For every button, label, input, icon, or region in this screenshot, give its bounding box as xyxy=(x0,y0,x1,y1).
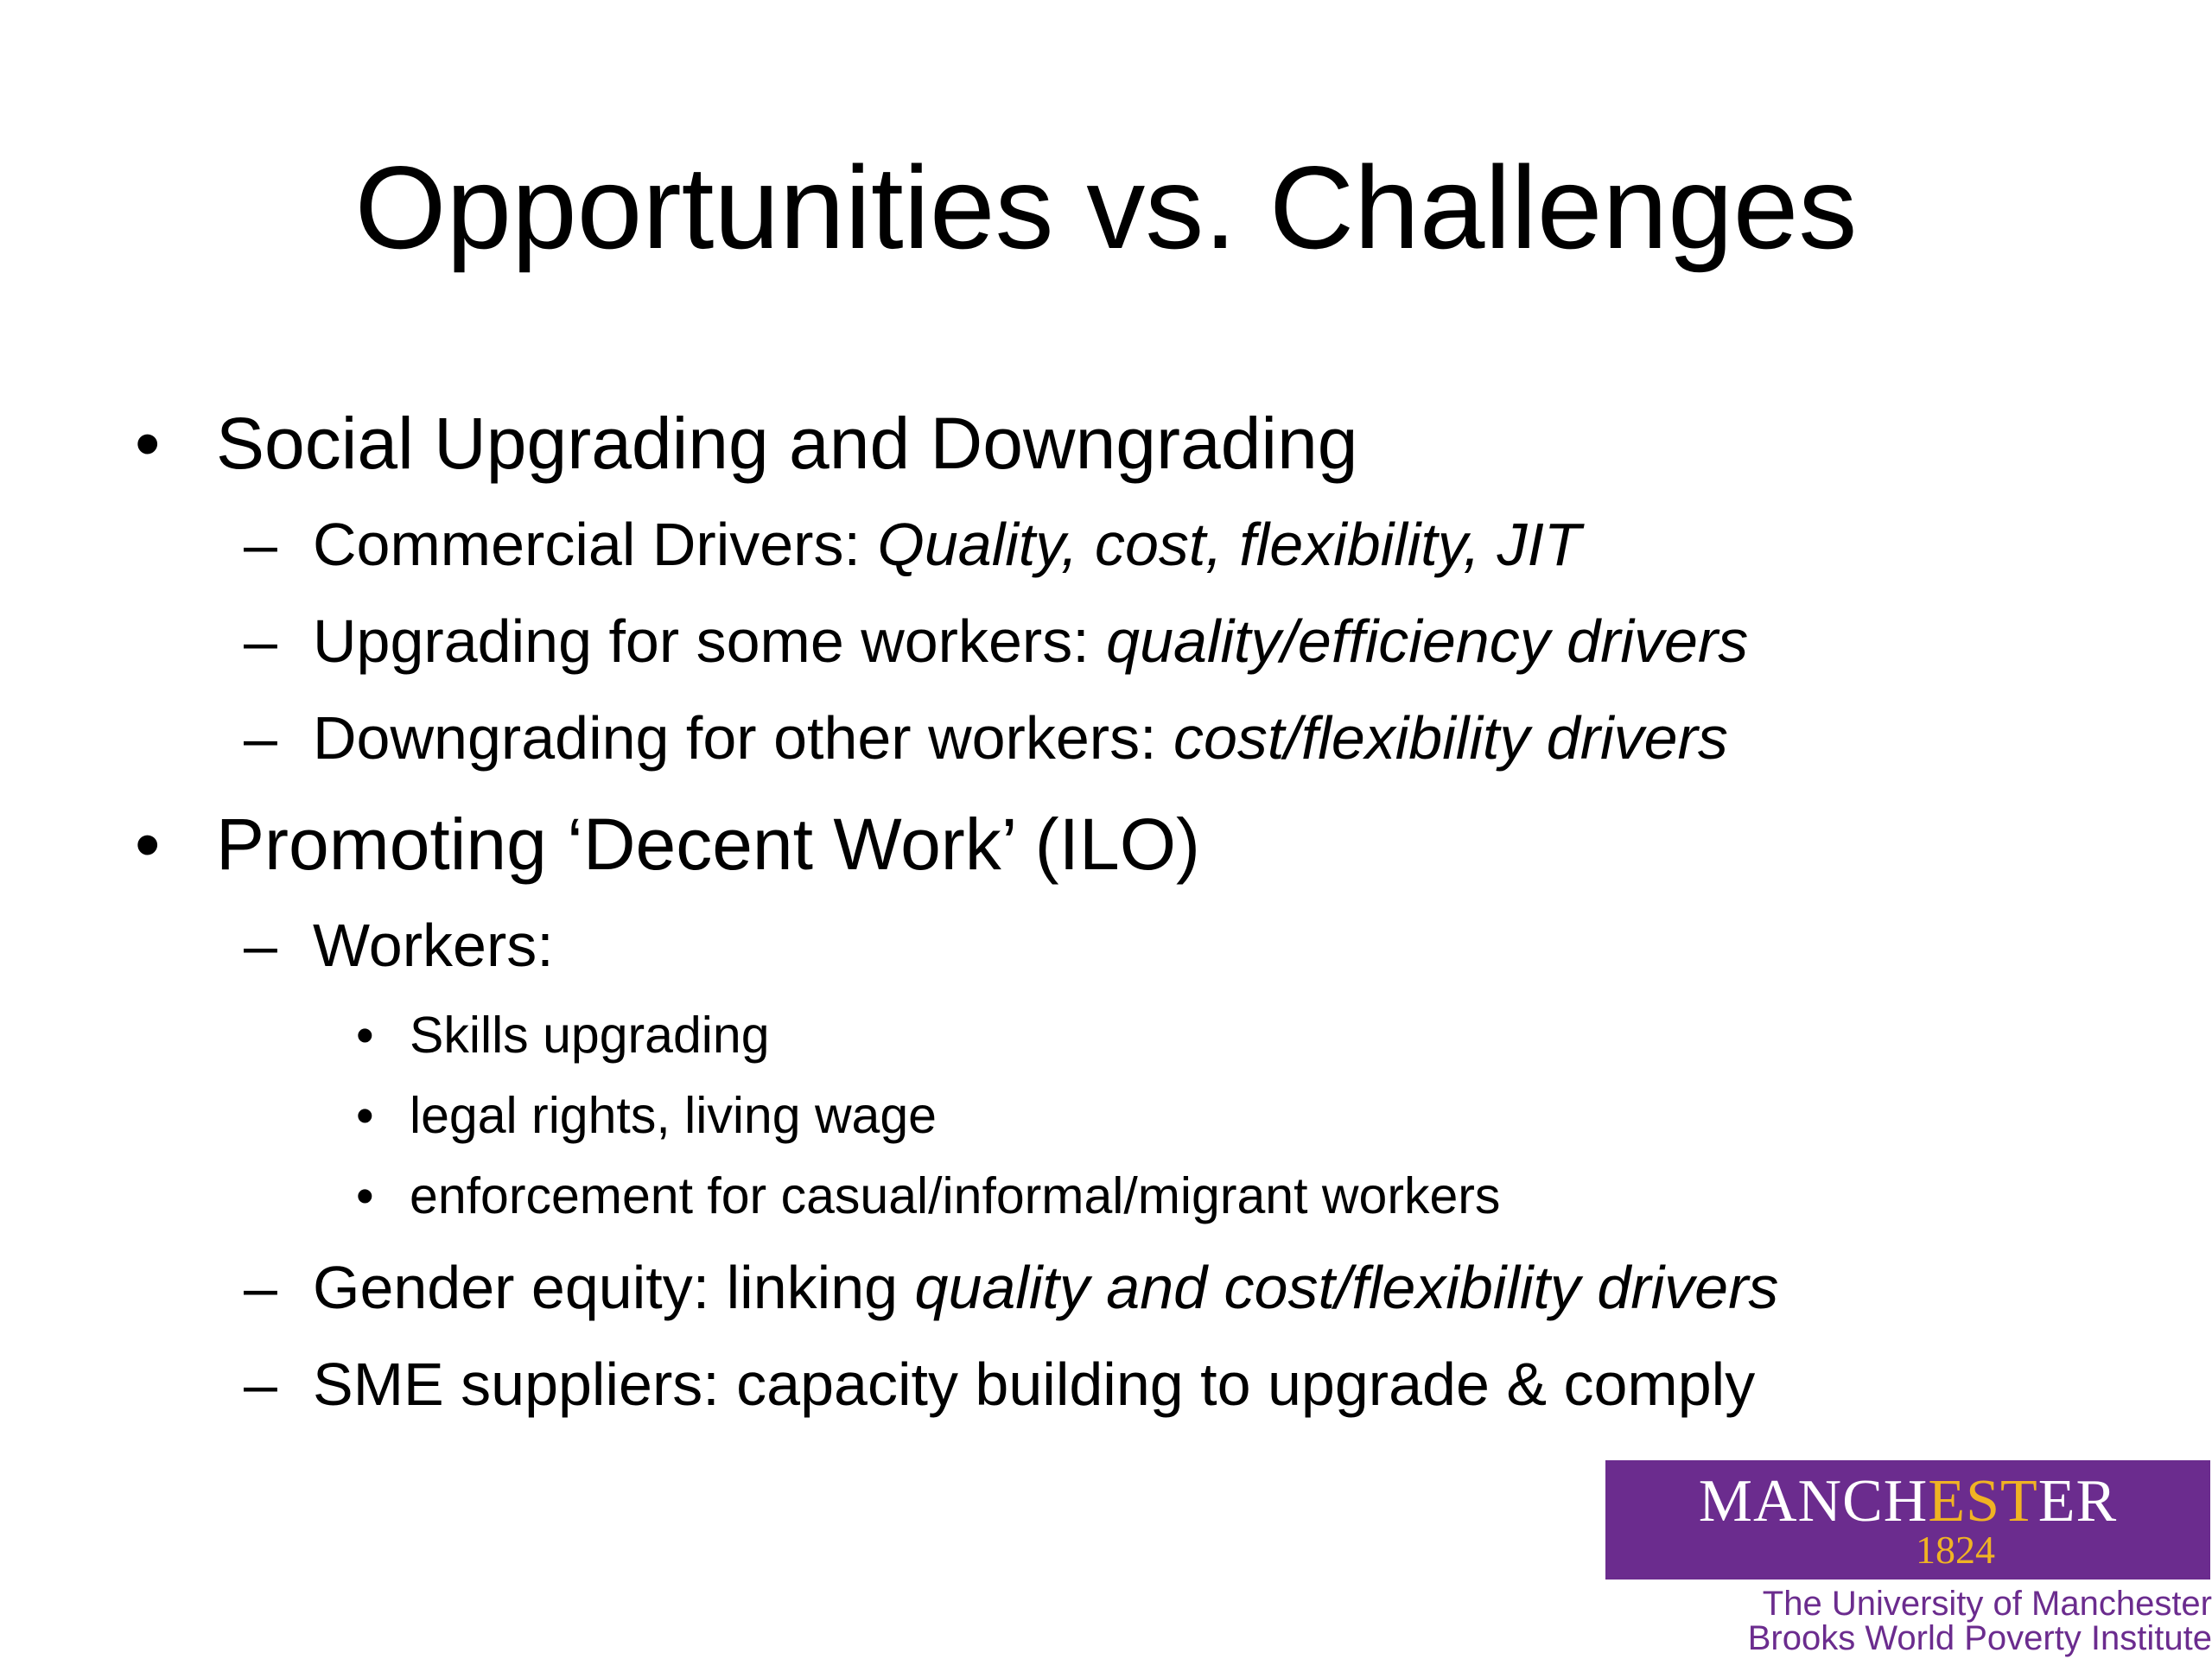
institute-name: Brooks World Poverty Institute xyxy=(1747,1619,2212,1657)
dash-marker: – xyxy=(244,1351,277,1418)
dash-marker: – xyxy=(244,912,277,979)
logo-wordmark-a: MANCH xyxy=(1698,1468,1929,1535)
logo-year: 1824 xyxy=(1916,1528,1995,1572)
bullet-marker: • xyxy=(135,804,161,885)
sub-bullet-downgrading-italic: cost/flexibility drivers xyxy=(1173,704,1728,772)
bullet-marker: • xyxy=(135,403,161,484)
sub-sub-bullet-marker: • xyxy=(356,1167,374,1224)
logo-wordmark xyxy=(1605,1467,2210,1536)
sub-sub-bullet-marker: • xyxy=(356,1087,374,1144)
sub-bullet-downgrading-label: Downgrading for other workers: xyxy=(313,704,1173,772)
sub-bullet-upgrading-label: Upgrading for some workers: xyxy=(313,607,1107,675)
bullet-decent-work: Promoting ‘Decent Work’ (ILO) xyxy=(216,804,1201,885)
sub-bullet-commercial-drivers-italic: Quality, cost, flexibility, JIT xyxy=(877,511,1581,578)
institution-name: The University of Manchester xyxy=(1762,1585,2212,1623)
dash-marker: – xyxy=(244,607,277,675)
sub-sub-bullet-marker: • xyxy=(356,1007,374,1064)
logo-wordmark-b: EST xyxy=(1928,1468,2038,1535)
sub-bullet-commercial-drivers-label: Commercial Drivers: xyxy=(313,511,878,578)
sub-bullet-gender-equity-italic: quality and cost/flexibility drivers xyxy=(914,1254,1779,1321)
sub-bullet-upgrading-italic: quality/efficiency drivers xyxy=(1106,607,1749,675)
sub-bullet-upgrading xyxy=(313,605,1748,677)
sub-bullet-commercial-drivers xyxy=(313,508,1581,581)
dash-marker: – xyxy=(244,511,277,578)
dash-marker: – xyxy=(244,1254,277,1321)
dash-marker: – xyxy=(244,704,277,772)
sub-bullet-gender-equity xyxy=(313,1251,1778,1324)
slide-title: Opportunities vs. Challenges xyxy=(354,142,1858,273)
bullet-social-upgrading: Social Upgrading and Downgrading xyxy=(216,403,1358,484)
item-enforcement: enforcement for casual/informal/migrant workers xyxy=(410,1167,1501,1224)
item-skills-upgrading: Skills upgrading xyxy=(410,1007,770,1064)
manchester-logo xyxy=(1605,1460,2210,1580)
sub-bullet-gender-equity-label: Gender equity: linking xyxy=(313,1254,915,1321)
item-legal-rights: legal rights, living wage xyxy=(410,1087,937,1144)
logo-wordmark-c: ER xyxy=(2037,1468,2118,1535)
sub-bullet-downgrading xyxy=(313,702,1728,774)
sub-bullet-sme-suppliers: SME suppliers: capacity building to upgrade & comply xyxy=(313,1351,1756,1418)
sub-bullet-workers: Workers: xyxy=(313,912,554,979)
